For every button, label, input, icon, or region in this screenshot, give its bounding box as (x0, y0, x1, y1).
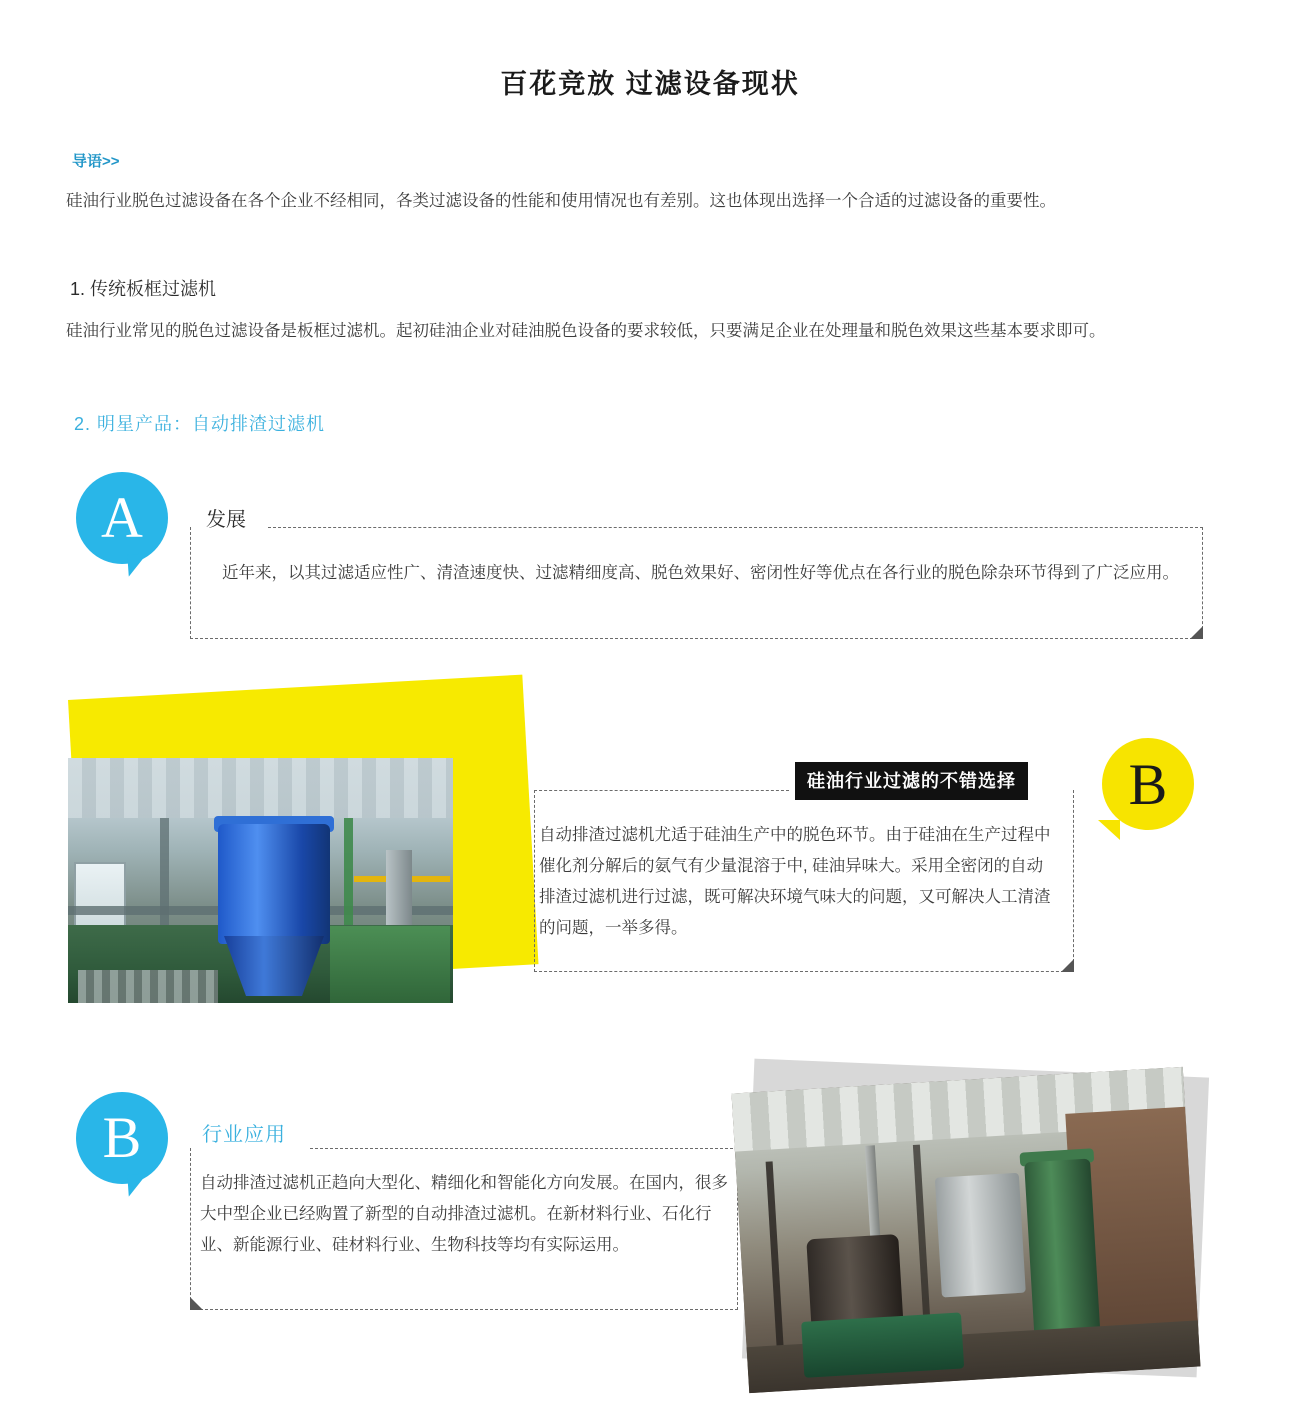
page-title: 百花竞放 过滤设备现状 (500, 69, 800, 99)
section-1-title: 1. 传统板框过滤机 (70, 279, 217, 299)
photo-1-pipes (78, 970, 218, 1003)
intro-label: 导语>> (72, 153, 120, 170)
photo-filter-machine-blue (68, 700, 528, 1010)
block-b2-heading: 行业应用 (202, 1124, 286, 1146)
block-b1-paragraph: 自动排渣过滤机尤适于硅油生产中的脱色环节。由于硅油在生产过程中催化剂分解后的氨气有少量混溶于中, 硅油异味大。采用全密闭的自动排渣过滤机进行过滤，既可解决环境气味大的问题，又可解决人工清渣的问题，一举多得。 (539, 826, 1051, 937)
photo-1-blue-tank (218, 824, 330, 944)
photo-1-roof (68, 758, 453, 818)
badge-a-letter: A (101, 485, 143, 550)
photo-1-green-machine (330, 926, 450, 1003)
block-a-paragraph: 近年来，以其过滤适应性广、清渣速度快、过滤精细度高、脱色效果好、密闭性好等优点在各行业的脱色除杂环节得到了广泛应用。 (222, 564, 1179, 582)
badge-a-bubble (76, 472, 168, 564)
section-2-title: 2. 明星产品：自动排渣过滤机 (74, 414, 326, 434)
section-1-paragraph: 硅油行业常见的脱色过滤设备是板框过滤机。起初硅油企业对硅油脱色设备的要求较低，只要满足企业在处理量和脱色效果这些基本要求即可。 (66, 322, 1106, 340)
badge-b-yellow-bubble (1102, 738, 1194, 830)
intro-paragraph: 硅油行业脱色过滤设备在各个企业不经相同，各类过滤设备的性能和使用情况也有差别。这也体现出选择一个合适的过滤设备的重要性。 (66, 192, 1056, 210)
bubble-tail-icon (1098, 820, 1120, 840)
photo-2-image (732, 1067, 1201, 1393)
block-b2-paragraph: 自动排渣过滤机正趋向大型化、精细化和智能化方向发展。在国内，很多大中型企业已经购置了新型的自动排渣过滤机。在新材料行业、石化行业、新能源行业、硅材料行业、生物科技等均有实际运用。 (200, 1174, 728, 1254)
bubble-tail-icon (127, 1173, 148, 1196)
photo-2-silver-tank (935, 1173, 1026, 1298)
photo-filter-machine-green (738, 1062, 1206, 1392)
bubble-tail-icon (127, 553, 148, 576)
badge-b2-bubble (76, 1092, 168, 1184)
photo-2-compressor (801, 1312, 964, 1377)
photo-2-green-vessel (1024, 1159, 1100, 1341)
photo-1-image (68, 758, 453, 1003)
block-b1-tag: 硅油行业过滤的不错选择 (795, 762, 1028, 800)
badge-b2-letter: B (102, 1105, 142, 1170)
block-a-heading: 发展 (206, 509, 246, 531)
badge-b-letter: B (1128, 751, 1168, 817)
